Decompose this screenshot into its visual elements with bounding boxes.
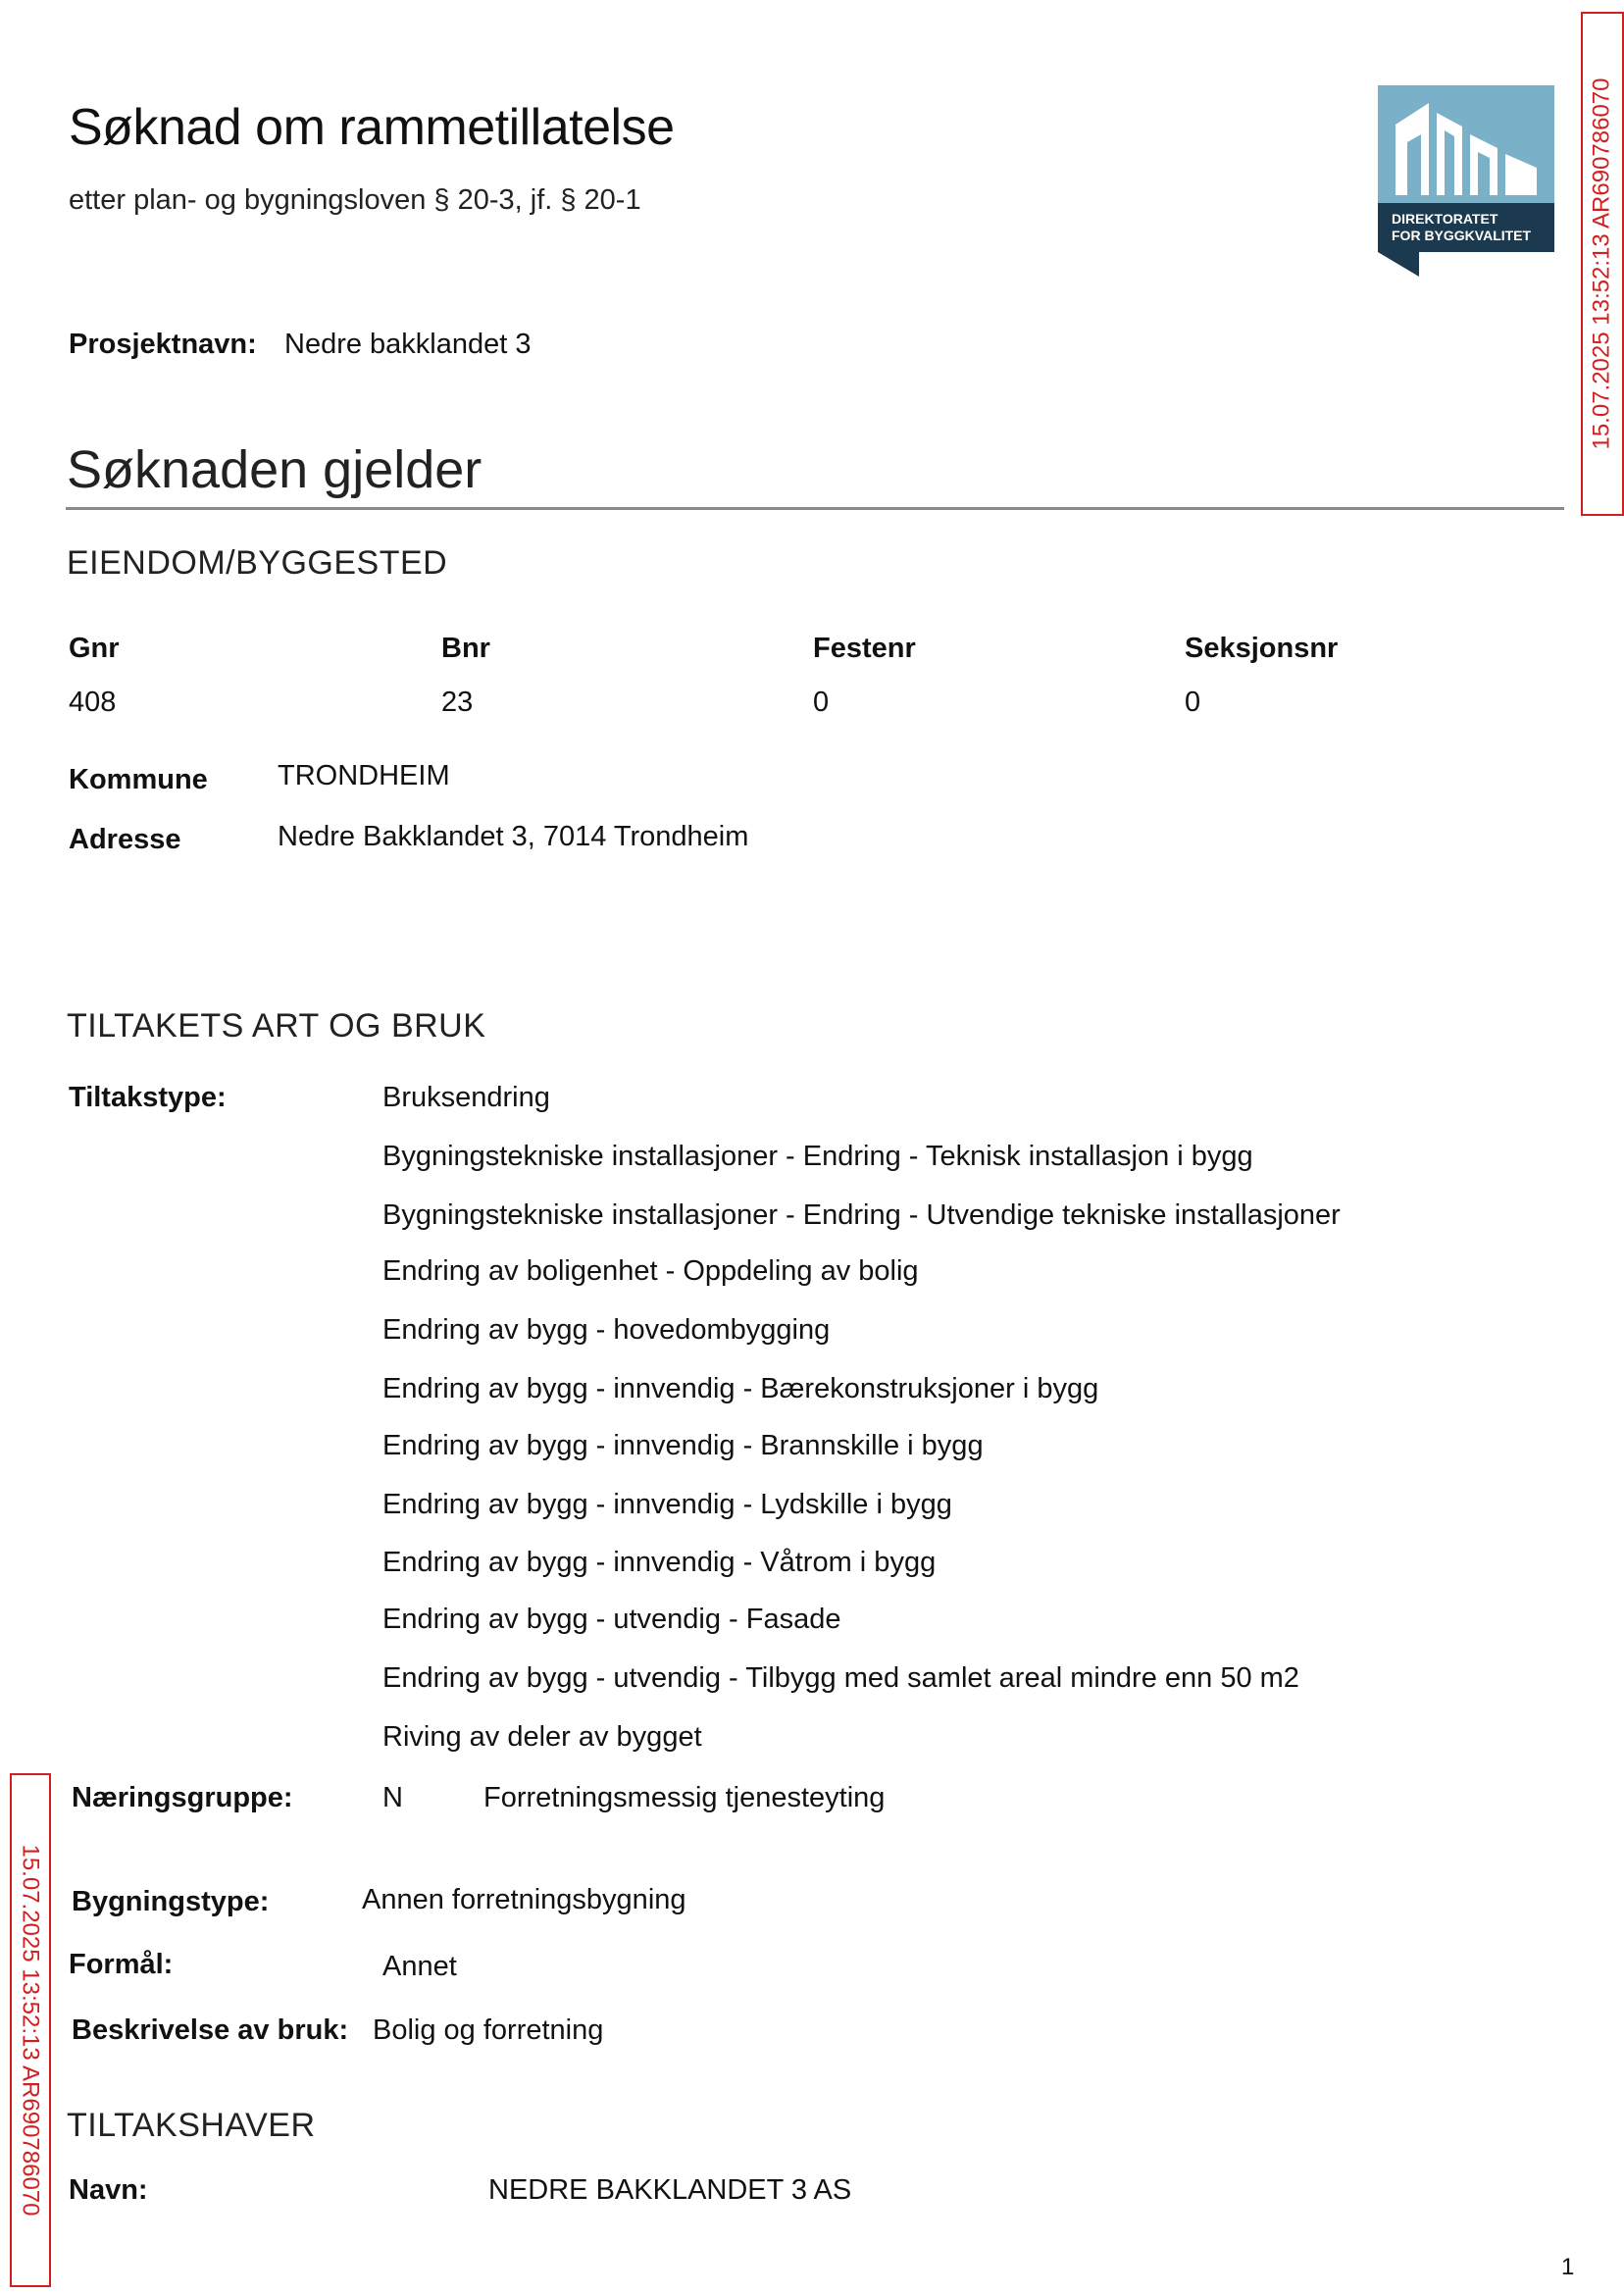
bnr-value: 23 — [441, 687, 474, 718]
tiltakstype-item: Endring av bygg - utvendig - Tilbygg med samlet areal mindre enn 50 m2 — [382, 1662, 1299, 1694]
tiltakstype-item: Endring av bygg - innvendig - Bærekonstruksjoner i bygg — [382, 1373, 1099, 1404]
seksjonsnr-label: Seksjonsnr — [1185, 633, 1339, 664]
stamp-right-text: 15.07.2025 13:52:13 AR690786070 — [1589, 77, 1615, 450]
gnr-value: 408 — [69, 687, 117, 718]
logo-line1: DIREKTORATET — [1392, 211, 1498, 227]
tiltakstype-item: Endring av bygg - utvendig - Fasade — [382, 1604, 841, 1635]
logo-line2: FOR BYGGKVALITET — [1392, 228, 1532, 243]
formal-label: Formål: — [69, 1949, 174, 1980]
project-value: Nedre bakklandet 3 — [284, 329, 532, 360]
dibk-logo — [1378, 85, 1554, 277]
tiltakshaver-heading: TILTAKSHAVER — [67, 2107, 316, 2144]
kommune-value: TRONDHEIM — [278, 760, 450, 791]
stamp-left-text: 15.07.2025 13:52:13 AR690786070 — [18, 1844, 44, 2217]
tiltak-heading: TILTAKETS ART OG BRUK — [67, 1007, 486, 1045]
document-subtitle: etter plan- og bygningsloven § 20-3, jf. § 20-1 — [69, 184, 641, 216]
kommune-label: Kommune — [69, 764, 208, 795]
formal-value: Annet — [382, 1951, 457, 1982]
seksjonsnr-value: 0 — [1185, 687, 1201, 718]
bnr-label: Bnr — [441, 633, 490, 664]
tiltakstype-item: Bygningstekniske installasjoner - Endring - Teknisk installasjon i bygg — [382, 1141, 1253, 1172]
section-heading: Søknaden gjelder — [67, 440, 482, 499]
tiltakstype-item: Bygningstekniske installasjoner - Endring - Utvendige tekniske installasjoner — [382, 1199, 1341, 1231]
tiltakstype-item: Bruksendring — [382, 1082, 550, 1113]
eiendom-heading: EIENDOM/BYGGESTED — [67, 544, 448, 582]
tiltakstype-label: Tiltakstype: — [69, 1082, 227, 1113]
tiltakstype-item: Endring av bygg - innvendig - Lydskille i bygg — [382, 1489, 952, 1520]
tiltakstype-item: Endring av bygg - innvendig - Brannskille i bygg — [382, 1430, 984, 1461]
page-number: 1 — [1561, 2254, 1575, 2280]
tiltakstype-item: Riving av deler av bygget — [382, 1721, 702, 1753]
naeringsgruppe-code: N — [382, 1782, 403, 1813]
navn-value: NEDRE BAKKLANDET 3 AS — [488, 2174, 852, 2206]
bygningstype-label: Bygningstype: — [72, 1886, 270, 1917]
tiltakstype-item: Endring av bygg - hovedombygging — [382, 1314, 831, 1346]
navn-label: Navn: — [69, 2174, 148, 2206]
festenr-value: 0 — [813, 687, 830, 718]
gnr-label: Gnr — [69, 633, 120, 664]
adresse-value: Nedre Bakklandet 3, 7014 Trondheim — [278, 821, 749, 852]
naeringsgruppe-label: Næringsgruppe: — [72, 1782, 293, 1813]
beskrivelse-label: Beskrivelse av bruk: — [72, 2014, 349, 2046]
project-label: Prosjektnavn: — [69, 329, 257, 360]
stamp-right — [1581, 12, 1624, 516]
adresse-label: Adresse — [69, 824, 181, 855]
document-title: Søknad om rammetillatelse — [69, 99, 675, 156]
festenr-label: Festenr — [813, 633, 916, 664]
stamp-left — [10, 1773, 51, 2287]
bygningstype-value: Annen forretningsbygning — [362, 1884, 686, 1915]
tiltakstype-item: Endring av boligenhet - Oppdeling av bolig — [382, 1255, 919, 1287]
section-divider — [66, 507, 1564, 510]
beskrivelse-value: Bolig og forretning — [373, 2014, 604, 2046]
naeringsgruppe-value: Forretningsmessig tjenesteyting — [483, 1782, 886, 1813]
logo-tail — [1378, 252, 1419, 277]
tiltakstype-item: Endring av bygg - innvendig - Våtrom i bygg — [382, 1547, 937, 1578]
